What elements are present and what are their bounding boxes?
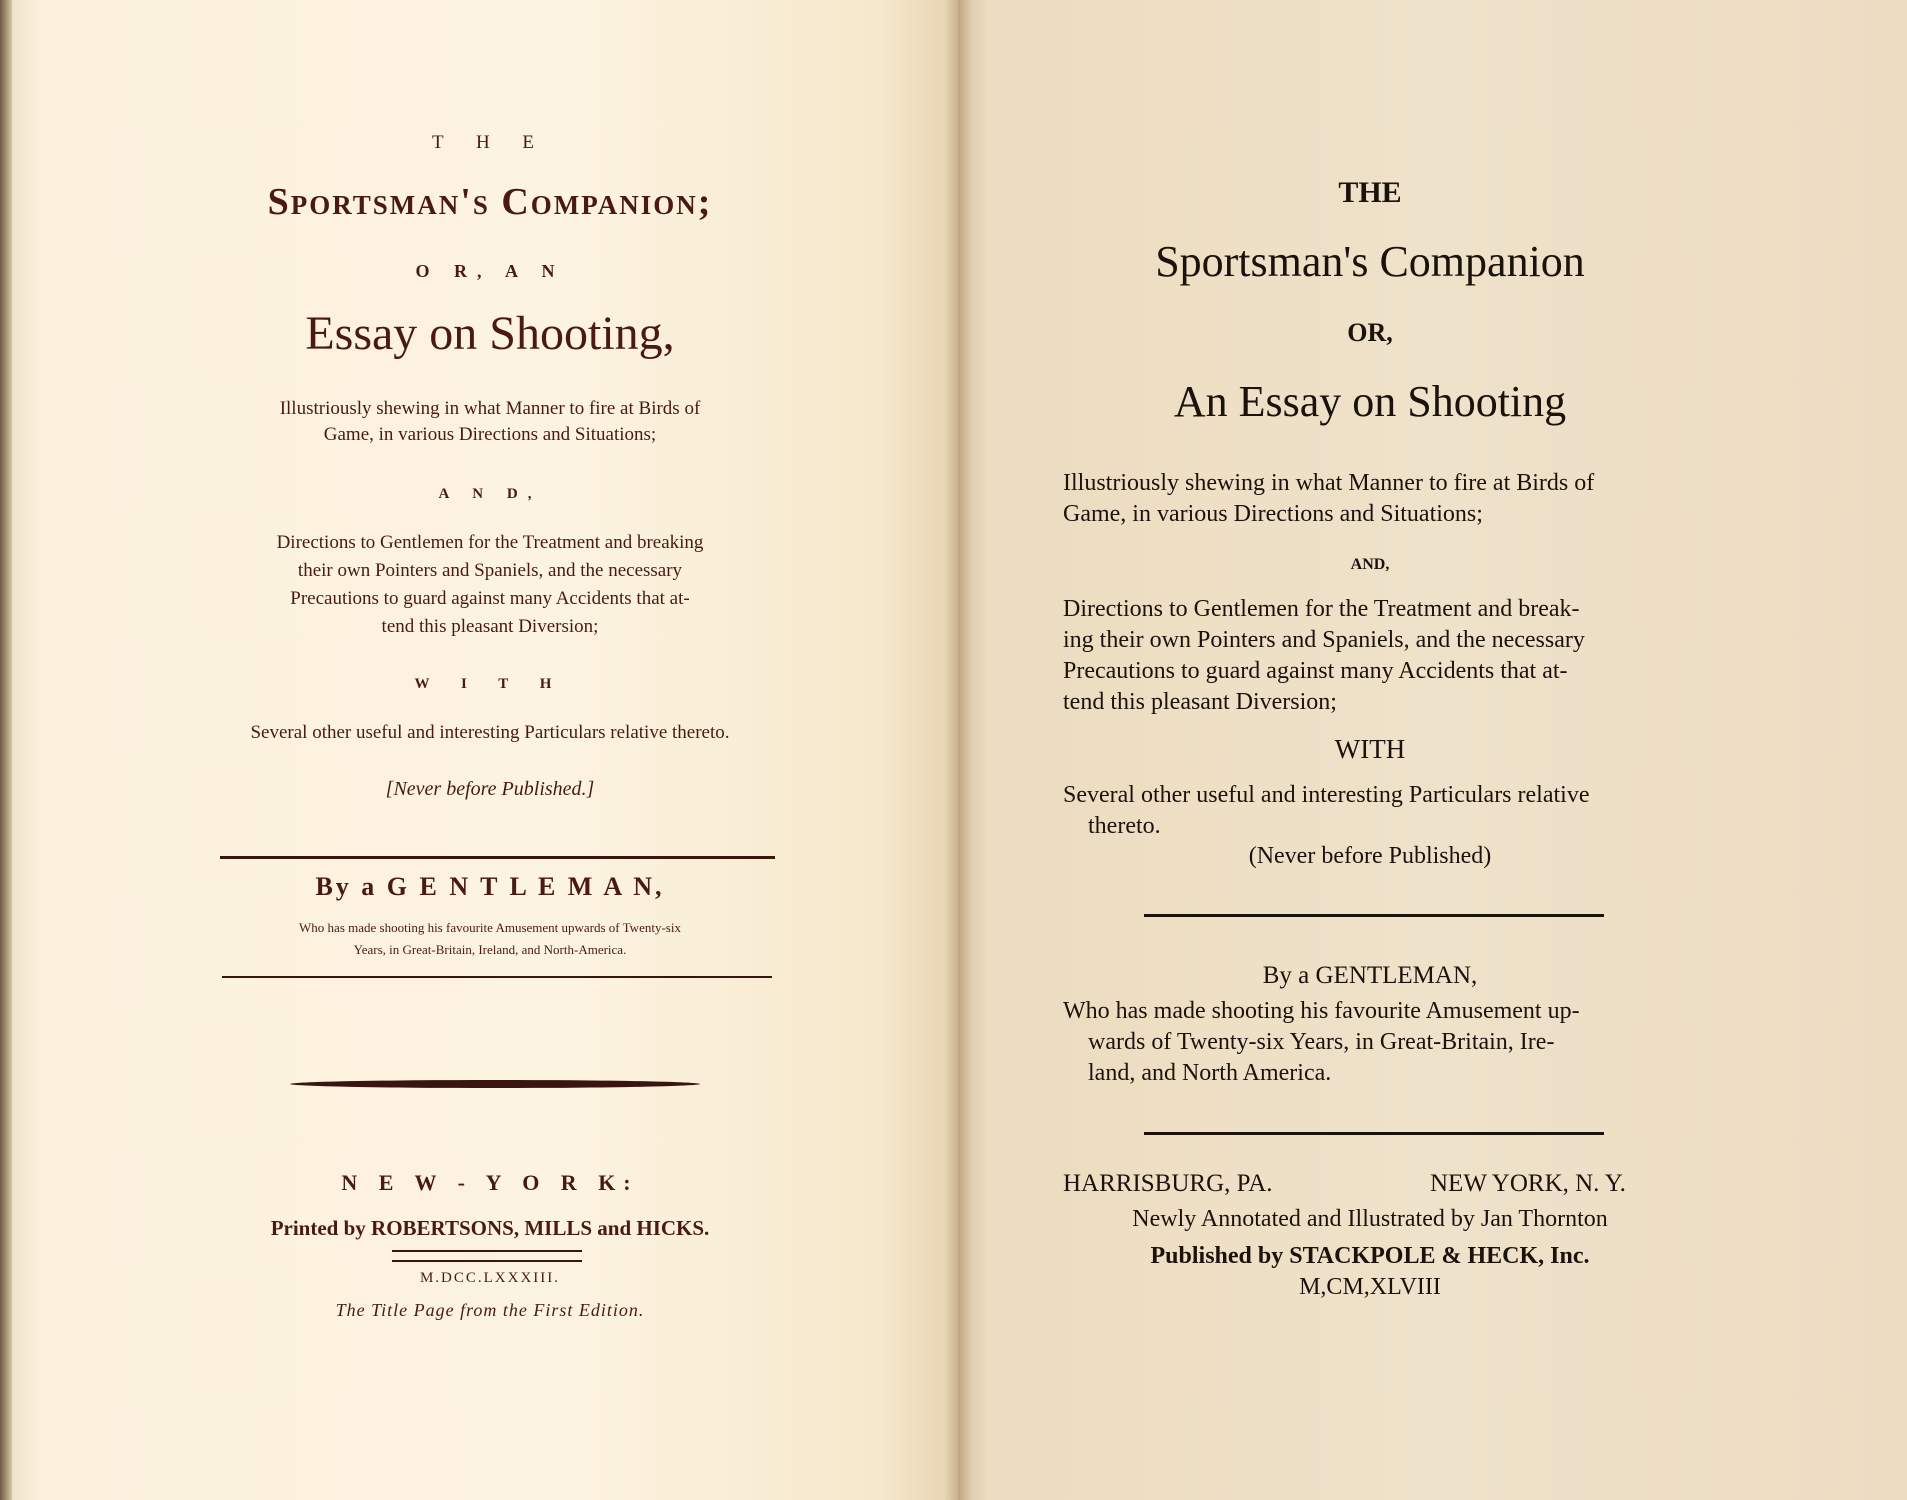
left-and: A N D, xyxy=(438,486,542,502)
right-several-line1: Several other useful and interesting Particulars relative xyxy=(1063,782,1590,808)
left-caption: The Title Page from the First Edition. xyxy=(335,1300,645,1320)
right-city-newyork: NEW YORK, N. Y. xyxy=(1430,1170,1626,1197)
left-dir-line3: Precautions to guard against many Accidents that at- xyxy=(290,588,690,609)
right-published-by: Published by STACKPOLE & HECK, Inc. xyxy=(1150,1243,1590,1269)
left-never-published: [Never before Published.] xyxy=(385,778,595,800)
right-dir-line4: tend this pleasant Diversion; xyxy=(1063,689,1337,715)
left-dir-line1: Directions to Gentlemen for the Treatment and breaking xyxy=(276,532,704,553)
right-with: WITH xyxy=(1334,734,1406,764)
left-desc-line2: Game, in various Directions and Situations; xyxy=(323,424,657,445)
left-title: Sportsman's Companion; xyxy=(267,181,713,223)
right-annotated-by: Newly Annotated and Illustrated by Jan Thornton xyxy=(1132,1206,1608,1232)
left-ornament-rule xyxy=(290,1080,700,1088)
left-or-an: O R, A N xyxy=(415,261,565,281)
right-several-line2: thereto. xyxy=(1088,813,1161,839)
right-and: AND, xyxy=(1350,556,1390,573)
left-several: Several other useful and interesting Particulars relative thereto. xyxy=(250,722,730,743)
left-year: M.DCC.LXXXIII. xyxy=(419,1270,561,1286)
right-by-gentleman: By a GENTLEMAN, xyxy=(1262,962,1478,989)
right-or: OR, xyxy=(1347,318,1393,347)
right-title: Sportsman's Companion xyxy=(1155,237,1585,286)
left-with: W I T H xyxy=(414,676,566,692)
left-who-line2: Years, in Great-Britain, Ireland, and North-America. xyxy=(353,942,627,957)
right-dir-line3: Precautions to guard against many Accidents that at- xyxy=(1063,658,1568,684)
right-desc-line1: Illustriously shewing in what Manner to fire at Birds of xyxy=(1063,470,1595,496)
left-the: T H E xyxy=(431,132,549,153)
left-desc-line1: Illustriously shewing in what Manner to fire at Birds of xyxy=(279,398,701,419)
right-year: M,CM,XLVIII xyxy=(1299,1274,1441,1300)
left-subtitle: Essay on Shooting, xyxy=(305,307,675,360)
right-who-line3: land, and North America. xyxy=(1088,1060,1332,1086)
left-who-line1: Who has made shooting his favourite Amusement upwards of Twenty-six xyxy=(299,920,681,935)
right-rule-bottom xyxy=(1144,1132,1604,1135)
left-new-york: N E W - Y O R K: xyxy=(341,1170,639,1195)
left-dir-line2: their own Pointers and Spaniels, and the necessary xyxy=(297,560,683,581)
right-subtitle: An Essay on Shooting xyxy=(1173,377,1567,426)
right-desc-line2: Game, in various Directions and Situations; xyxy=(1063,501,1483,527)
right-who-line1: Who has made shooting his favourite Amusement up- xyxy=(1063,998,1580,1024)
left-double-rule xyxy=(392,1250,582,1262)
right-who-line2: wards of Twenty-six Years, in Great-Britain, Ire- xyxy=(1088,1029,1555,1055)
left-printed-by: Printed by ROBERTSONS, MILLS and HICKS. xyxy=(270,1216,710,1240)
left-page-edge xyxy=(0,0,12,1500)
right-rule-top xyxy=(1144,914,1604,917)
left-by-gentleman: By a G E N T L E M A N, xyxy=(315,872,665,901)
right-never-published: (Never before Published) xyxy=(1248,843,1492,869)
book-gutter xyxy=(944,0,972,1500)
left-rule-top xyxy=(220,856,775,859)
left-rule-bottom xyxy=(222,976,772,978)
left-dir-line4: tend this pleasant Diversion; xyxy=(381,616,599,637)
right-the: THE xyxy=(1338,176,1402,209)
right-dir-line1: Directions to Gentlemen for the Treatment and break- xyxy=(1063,596,1580,622)
right-city-harrisburg: HARRISBURG, PA. xyxy=(1063,1170,1273,1197)
right-dir-line2: ing their own Pointers and Spaniels, and the necessary xyxy=(1063,627,1585,653)
